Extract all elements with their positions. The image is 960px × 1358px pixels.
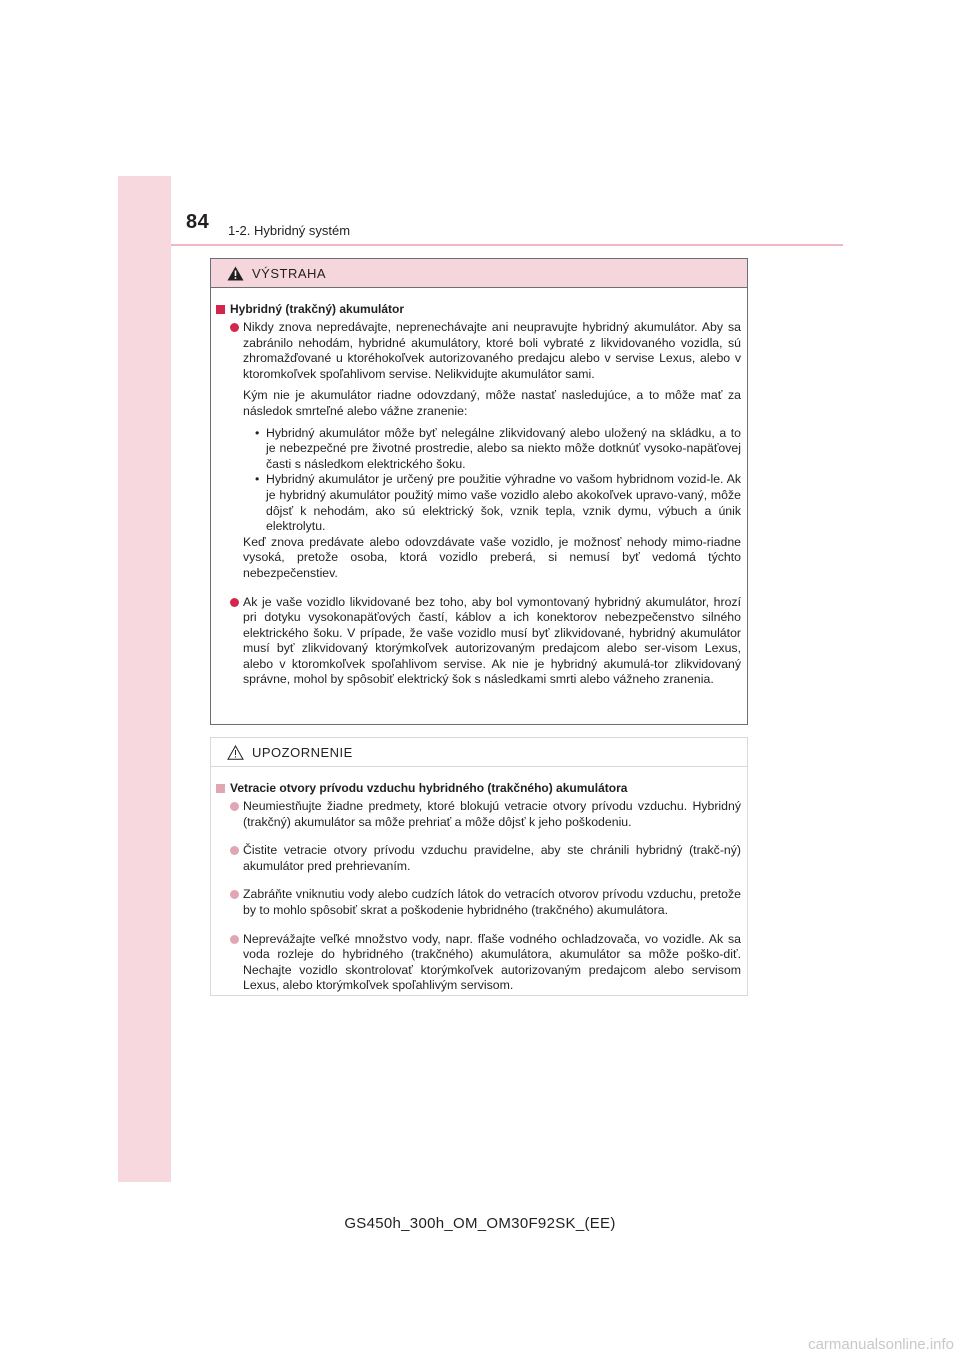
round-bullet-icon	[230, 802, 239, 811]
round-bullet-icon	[230, 890, 239, 899]
sub-list-text: Hybridný akumulátor je určený pre použitie výhradne vo vašom hybridnom vozid-le. Ak je hybridný akumulátor použitý mimo vaše vozidlo alebo akokoľvek upravo-vaný, môže dôjsť k nehodám, ako sú elektrický šok, vznik tepla, vznik dymu, výbuch a únik elektrolytu.	[266, 472, 741, 534]
page-number: 84	[186, 211, 210, 233]
paragraph: Nikdy znova nepredávajte, neprenechávajte ani neupravujte hybridný akumulátor. Aby sa zabránilo nehodám, hybridné akumulátory, ktoré boli vybraté z likvidovaného vozidla, sú zhromažďované u ktoréhokoľvek autorizovaného predajcu alebo v servise Lexus, alebo v ktoromkoľvek spoľahlivom servise. Nelikvidujte akumulátor sami.	[243, 320, 741, 381]
list-item	[216, 887, 741, 924]
caution-box	[210, 737, 748, 996]
document-code: GS450h_300h_OM_OM30F92SK_(EE)	[344, 1215, 616, 1232]
list-item	[216, 799, 741, 836]
paragraph: Kým nie je akumulátor riadne odovzdaný, môže nastať nasledujúce, a to môže mať za následok smrteľné alebo vážne zranenie:	[243, 388, 741, 418]
side-color-strip	[118, 176, 171, 1182]
caution-heading-text: Vetracie otvory prívodu vzduchu hybridného (trakčného) akumulátora	[230, 781, 628, 795]
warning-box-header	[211, 259, 747, 288]
square-bullet-icon	[216, 305, 225, 314]
warning-heading	[216, 301, 741, 317]
caution-triangle-icon	[227, 745, 244, 760]
sub-list-item: • Hybridný akumulátor môže byť nelegálne zlikvidovaný alebo uložený na skládku, a to je nebezpečné pre životné prostredie, alebo sa niekto môže dotknúť vysoko-napäťovej časti s následkom elektrického šoku.	[255, 425, 741, 471]
paragraph: Zabráňte vniknutiu vody alebo cudzích látok do vetracích otvorov prívodu vzduchu, pretože by to mohlo spôsobiť skrat a poškodenie hybridného (trakčného) akumulátora.	[243, 887, 741, 917]
warning-box-title: VÝSTRAHA	[252, 265, 327, 281]
warning-heading-text: Hybridný (trakčný) akumulátor	[230, 302, 405, 316]
header-divider	[171, 244, 843, 246]
list-item	[216, 843, 741, 880]
round-bullet-icon	[230, 846, 239, 855]
caution-box-title: UPOZORNENIE	[252, 744, 353, 760]
paragraph: Neprevážajte veľké množstvo vody, napr. fľaše vodného ochladzovača, vo vozidle. Ak sa voda rozleje do hybridného (trakčného) akumulátora, akumulátor sa môže poško-diť. Nechajte vozidlo skontrolovať ktorýmkoľvek autorizovaným predajcom alebo servisom Lexus, alebo ktorýmkoľvek spoľahlivým servisom.	[243, 931, 741, 993]
square-bullet-icon	[216, 784, 225, 793]
section-title: 1-2. Hybridný systém	[228, 223, 351, 238]
list-item	[216, 320, 741, 588]
warning-box	[210, 258, 748, 725]
round-bullet-icon	[230, 323, 239, 332]
round-bullet-icon	[230, 935, 239, 944]
round-bullet-icon	[230, 598, 239, 607]
list-item	[216, 932, 741, 1000]
list-item	[216, 595, 741, 695]
paragraph: Ak je vaše vozidlo likvidované bez toho, aby bol vymontovaný hybridný akumulátor, hrozí pri dotyku vysokonapäťových častí, káblov a ich konektorov nebezpečenstvo silného elektrického šoku. V prípade, že vaše vozidlo musí byť zlikvidované, hybridný akumulátor musí byť zlikvidovaný ktorýmkoľvek autorizovaným predajcom alebo ser-visom Lexus, alebo v ktoromkoľvek spoľahlivom servise. Ak nie je hybridný akumulá-tor zlikvidovaný správne, mohol by spôsobiť elektrický šok s následkami smrti alebo vážneho zranenia.	[243, 594, 741, 687]
paragraph: Neumiestňujte žiadne predmety, ktoré blokujú vetracie otvory prívodu vzduchu. Hybridný (trakčný) akumulátor sa môže prehriať a môže dôjsť k jeho poškodeniu.	[243, 799, 741, 829]
paragraph: Čistite vetracie otvory prívodu vzduchu pravidelne, aby ste chránili hybridný (trakč-ný) akumulátor pred prehrievaním.	[243, 843, 741, 873]
warning-box-body	[211, 288, 747, 694]
sub-list-text: Hybridný akumulátor môže byť nelegálne zlikvidovaný alebo uložený na skládku, a to je nebezpečné pre životné prostredie, alebo sa niekto môže dotknúť vysoko-napäťovej časti s následkom elektrického šoku.	[266, 425, 741, 471]
sub-list-item: • Hybridný akumulátor je určený pre použitie výhradne vo vašom hybridnom vozid-le. Ak je hybridný akumulátor použitý mimo vaše vozidlo alebo akokoľvek upravo-vaný, môže dôjsť k nehodám, ako sú elektrický šok, vznik tepla, vznik dymu, výbuch a únik elektrolytu.	[255, 472, 741, 534]
caution-box-header	[211, 738, 747, 767]
watermark: carmanualsonline.info	[808, 1336, 954, 1353]
warning-triangle-icon	[227, 266, 244, 281]
paragraph: Keď znova predávate alebo odovzdávate vaše vozidlo, je možnosť nehody mimo-riadne vysoká, pretože osoba, ktorá vozidlo preberá, si nemusí byť vedomá týchto nebezpečenstiev.	[243, 534, 741, 580]
caution-heading	[216, 780, 741, 796]
caution-box-body	[211, 767, 747, 1000]
